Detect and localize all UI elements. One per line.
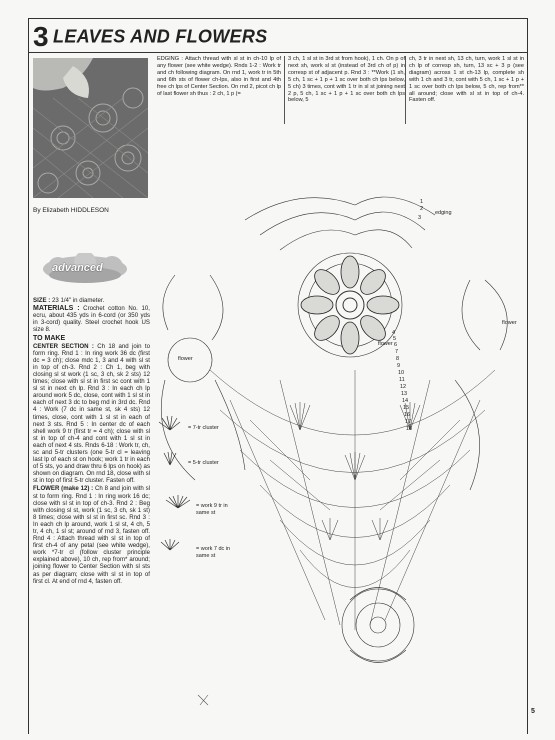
edging-column-3: ch, 3 tr in next sh, 13 ch, turn, work 1 sl st in ch lp of corresp sh, turn, 13 sc + 3 p (see diagram) across 1 st ch-13 lp, complete sh with 1 ch and 3 tr, cont with 5 ch, 1 sc + 1 p + 1 sc over both ch lps below, 5 ch, rep from** all around; close with sl st in top of ch-4. Fasten off.	[409, 56, 524, 104]
materials-paragraph	[33, 305, 150, 333]
frame-left-rule	[28, 18, 29, 734]
flower-label-right: flower	[502, 320, 517, 326]
center-section-text: Ch 18 and join to form ring. Rnd 1 : In ring work 36 dc (first dc = 3 ch); close mdc 1, 3 and 4 with sl st in top of ch-3. Rnd 2 : Ch 1, beg with closing sl st work (1 sc, 3 ch, sk 2 sts) 12 times; close with sl st in first sc cont with 1 sl st in next ch lp. Rnd 3 : In each ch lp around work 5 dc, close, cont with 1 sl st in each of next 3 dc to beg rnd in 3rd dc. Rnd 4 : Work (7 dc in same st, sk 4 sts) 12 times, close, cont with 1 sl st in each of next 3 sts. Rnd 5 : In center dc of each shell work 9 tr (first tr = 4 ch); close with sl st in top of ch-4 and cont with 1 sl st in each of next 4 sts. Rnds 6-18 : Work tr, ch, sc and 5-tr clusters (one 5-tr cl = leaving last lp of each st on hook; work 1 tr in each of 5 sts, yo and draw thru 6 lps on hook) as shown on diagram. On rnd 18, close with sl st in top of first 5-tr cluster. Fasten off.	[33, 342, 150, 485]
edging-column-2: 3 ch, 1 sl st in 3rd st from hook), 1 ch. On p of next sh, work sl st (instead of 3rd ch of p) in corresp st of adjacent p. Rnd 3 : **Work (1 sh, 5 ch, 1 sc + 1 p + 1 sc over both ch lps below, 5 ch) 3 times, cont with 1 tr in sl st joining next 2 p, 5 ch, 1 sc + 1 p + 1 sc over both ch lps below, 5	[288, 56, 405, 104]
materials-text: Crochet cotton No. 10, ecru, about 435 yds in 6-cord (or 350 yds in 3-cord) quality. Steel crochet hook US size 8.	[33, 305, 150, 334]
round-number: 3	[418, 215, 422, 221]
round-number: 17	[405, 419, 412, 425]
pattern-title: LEAVES AND FLOWERS	[53, 26, 268, 47]
size-text: 23 1/4" in diameter.	[51, 297, 105, 304]
column-divider	[284, 56, 285, 124]
legend-5tr-cluster: = 5-tr cluster	[188, 460, 219, 466]
flower-paragraph	[33, 485, 150, 584]
flower-label: FLOWER (make 12) :	[33, 485, 94, 493]
column-divider	[405, 56, 406, 124]
title-rule	[28, 52, 528, 53]
flower-label-center: flower	[378, 341, 393, 347]
materials-label: MATERIALS :	[33, 305, 80, 313]
center-section-paragraph	[33, 343, 150, 485]
legend-7tr-cluster: = 7-tr cluster	[188, 425, 219, 431]
round-number: 12	[400, 384, 407, 390]
flower-text: Ch 8 and join with sl st to form ring. Rnd 1 : In ring work 16 dc; close with sl st in top of ch-3. Rnd 2 : Beg with closing sl st, work (1 sc, 3 ch, sk 1 st) 8 times; close with sl st in first sc. Rnd 3 : In each ch lp around, work 1 sl st, 4 ch, 5 tr, 4 ch, 1 sl st; around of rnd 3, fasten off. Rnd 4 : Attach thread with sl st in top of first ch-4 of any petal (see white wedge), work *7-tr cl (follow cluster principle explained above), 10 ch, rep from* around; joining flower to Center Section with sl sts as per diagram; close with sl st in top of first cl. At end of rnd 4, fasten off.	[33, 485, 150, 585]
center-section-label: CENTER SECTION :	[33, 342, 94, 350]
round-number: 8	[396, 356, 400, 362]
round-number: 11	[399, 377, 405, 383]
round-number: 7	[395, 349, 399, 355]
size-paragraph	[33, 297, 150, 304]
instructions-left-column	[33, 297, 150, 586]
round-number: 16	[404, 412, 411, 418]
frame-top-rule	[28, 18, 528, 19]
round-number: 10	[398, 370, 405, 376]
round-number: 2	[420, 206, 424, 212]
crochet-diagram	[150, 180, 530, 710]
legend-7dc-shell: = work 7 dc in same st	[196, 546, 231, 559]
round-number: 9	[397, 363, 401, 369]
flower-label-left: flower	[178, 356, 193, 362]
round-number: 18	[406, 426, 413, 432]
round-number: 6	[394, 342, 398, 348]
page-title	[33, 21, 267, 53]
page-number: 5	[531, 708, 535, 715]
edging-column-1: EDGING : Attach thread with sl st in ch-10 lp of any flower (see white wedge). Rnds 1-2 : Work tr and ch following diagram. On rnd 1, work tr in 5th and 6th sts of flower ch-lps, also in first and 4th free ch lps of Center Section. On rnd 2, picot ch lp of last flower sh thus : 2 ch, 1 p (=	[157, 56, 281, 97]
difficulty-badge: advanced	[52, 262, 103, 274]
round-number: 5	[393, 336, 397, 342]
author-byline: By Elizabeth HIDDLESON	[33, 207, 109, 214]
round-number: 4	[392, 330, 396, 336]
edging-label: edging	[435, 210, 452, 216]
doily-photo	[33, 58, 148, 198]
round-number: 14	[402, 398, 409, 404]
to-make-heading: TO MAKE	[33, 335, 66, 343]
size-label: SIZE :	[33, 297, 51, 304]
round-number: 15	[403, 405, 410, 411]
round-number: 1	[420, 199, 424, 205]
round-number: 13	[401, 391, 408, 397]
pattern-number: 3	[33, 21, 49, 52]
legend-9tr-shell: = work 9 tr in same st	[196, 503, 228, 516]
